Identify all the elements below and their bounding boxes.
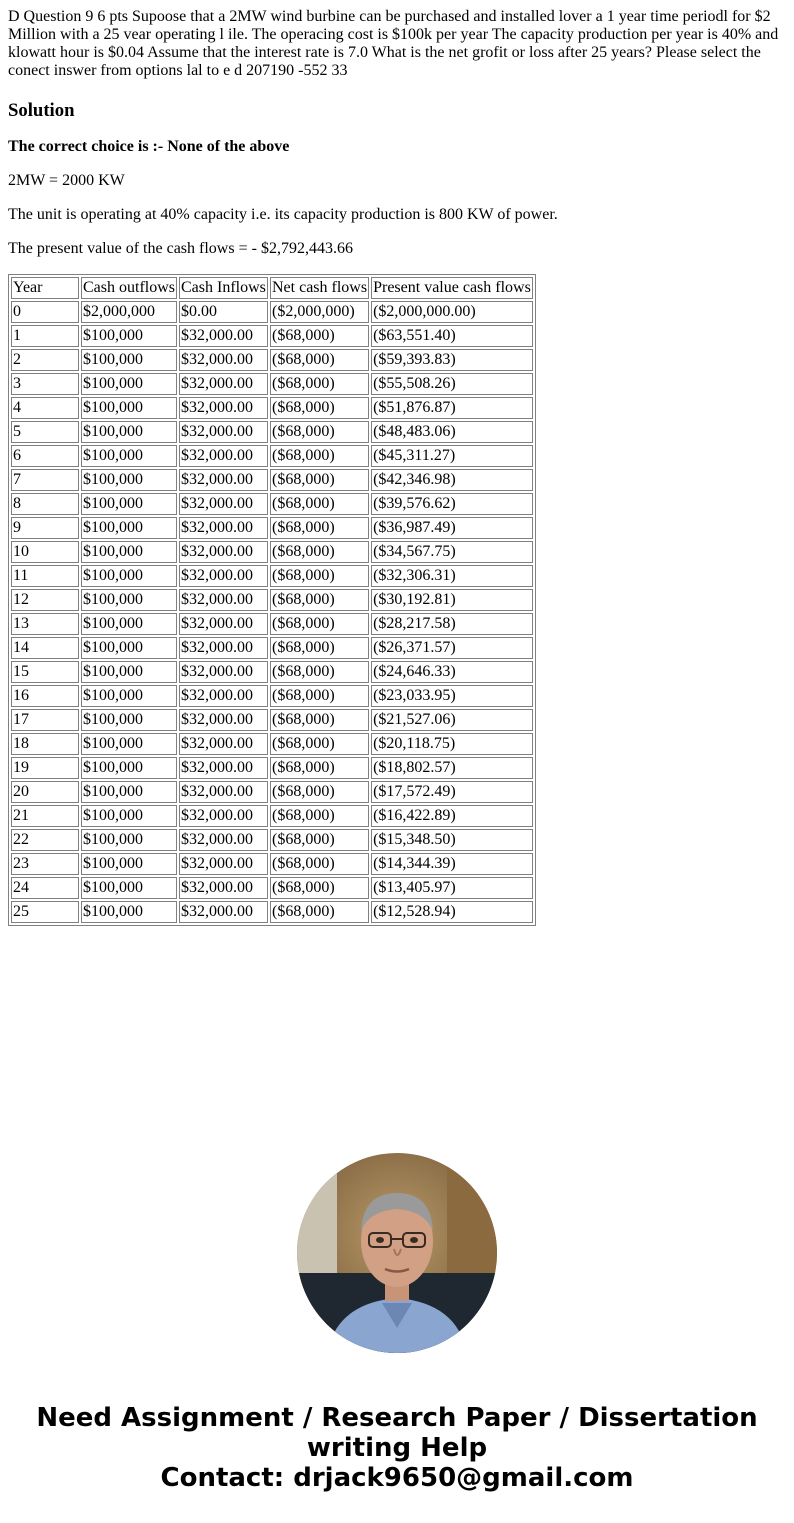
table-row: [11, 469, 533, 491]
cell-cash-outflow: $100,000: [81, 565, 177, 587]
paragraph-present-value: The present value of the cash flows = - $2,792,443.66: [8, 240, 353, 257]
cell-cash-inflow: $32,000.00: [179, 781, 268, 803]
cell-year: 0: [11, 301, 79, 323]
cell-cash-outflow: $100,000: [81, 781, 177, 803]
cell-year: 8: [11, 493, 79, 515]
cell-year: 11: [11, 565, 79, 587]
cell-year: 19: [11, 757, 79, 779]
header-present-value: Present value cash flows: [371, 277, 533, 299]
table-row: [11, 757, 533, 779]
table-row: [11, 901, 533, 923]
cell-present-value: ($28,217.58): [371, 613, 533, 635]
cell-cash-inflow: $32,000.00: [179, 325, 268, 347]
table-row: [11, 301, 533, 323]
cell-present-value: ($24,646.33): [371, 661, 533, 683]
cell-year: 20: [11, 781, 79, 803]
promo-contact: Contact: drjack9650@gmail.com: [160, 1463, 634, 1493]
cell-net-cash-flow: ($68,000): [270, 493, 369, 515]
cell-cash-inflow: $0.00: [179, 301, 268, 323]
cell-cash-outflow: $100,000: [81, 517, 177, 539]
cell-year: 6: [11, 445, 79, 467]
cell-net-cash-flow: ($68,000): [270, 877, 369, 899]
cell-present-value: ($63,551.40): [371, 325, 533, 347]
cell-cash-outflow: $100,000: [81, 421, 177, 443]
cell-net-cash-flow: ($68,000): [270, 805, 369, 827]
cell-cash-inflow: $32,000.00: [179, 493, 268, 515]
cell-cash-outflow: $100,000: [81, 685, 177, 707]
cell-cash-inflow: $32,000.00: [179, 685, 268, 707]
question-text: D Question 9 6 pts Supoose that a 2MW wind burbine can be purchased and installed lover a 1 year time periodl for $2 Million with a 25 vear operating l ile. The operacing cost is $100k per year The capacity production per year is 40% and klowatt hour is $0.04 Assume that the interest rate is 7.0 What is the net grofit or loss after 25 years? Please select the conect inswer from options lal to e d 207190 -552 33: [8, 8, 779, 79]
cell-year: 14: [11, 637, 79, 659]
table-row: [11, 493, 533, 515]
author-avatar: [297, 1153, 497, 1353]
table-body: [11, 301, 533, 923]
cell-net-cash-flow: ($2,000,000): [270, 301, 369, 323]
cell-present-value: ($18,802.57): [371, 757, 533, 779]
promo-line-2: writing Help: [306, 1433, 488, 1463]
cell-cash-outflow: $2,000,000: [81, 301, 177, 323]
cell-year: 18: [11, 733, 79, 755]
solution-heading: Solution: [8, 100, 75, 121]
cell-net-cash-flow: ($68,000): [270, 709, 369, 731]
table-row: [11, 709, 533, 731]
cell-cash-outflow: $100,000: [81, 373, 177, 395]
cell-net-cash-flow: ($68,000): [270, 829, 369, 851]
cell-cash-inflow: $32,000.00: [179, 565, 268, 587]
cell-cash-inflow: $32,000.00: [179, 349, 268, 371]
cell-cash-outflow: $100,000: [81, 541, 177, 563]
table-row: [11, 733, 533, 755]
cash-flow-table: [8, 274, 536, 926]
cell-year: 15: [11, 661, 79, 683]
cell-year: 3: [11, 373, 79, 395]
cell-net-cash-flow: ($68,000): [270, 517, 369, 539]
cell-year: 2: [11, 349, 79, 371]
cell-present-value: ($17,572.49): [371, 781, 533, 803]
cell-cash-outflow: $100,000: [81, 589, 177, 611]
header-year: Year: [11, 277, 79, 299]
cell-cash-outflow: $100,000: [81, 637, 177, 659]
cell-net-cash-flow: ($68,000): [270, 781, 369, 803]
cell-year: 4: [11, 397, 79, 419]
cell-present-value: ($42,346.98): [371, 469, 533, 491]
cell-cash-outflow: $100,000: [81, 469, 177, 491]
cell-net-cash-flow: ($68,000): [270, 541, 369, 563]
cell-year: 10: [11, 541, 79, 563]
cell-cash-inflow: $32,000.00: [179, 589, 268, 611]
cell-net-cash-flow: ($68,000): [270, 637, 369, 659]
cell-cash-inflow: $32,000.00: [179, 445, 268, 467]
table-row: [11, 565, 533, 587]
cell-cash-inflow: $32,000.00: [179, 829, 268, 851]
cell-present-value: ($16,422.89): [371, 805, 533, 827]
cell-cash-outflow: $100,000: [81, 805, 177, 827]
cell-cash-inflow: $32,000.00: [179, 517, 268, 539]
table-row: [11, 685, 533, 707]
cell-net-cash-flow: ($68,000): [270, 445, 369, 467]
cell-cash-inflow: $32,000.00: [179, 397, 268, 419]
answer-text: The correct choice is :- None of the above: [8, 138, 290, 155]
table-row: [11, 877, 533, 899]
cell-year: 25: [11, 901, 79, 923]
table-row: [11, 421, 533, 443]
cell-net-cash-flow: ($68,000): [270, 613, 369, 635]
table-row: [11, 805, 533, 827]
cell-cash-outflow: $100,000: [81, 901, 177, 923]
cell-present-value: ($14,344.39): [371, 853, 533, 875]
table-row: [11, 325, 533, 347]
cell-net-cash-flow: ($68,000): [270, 733, 369, 755]
cell-cash-outflow: $100,000: [81, 397, 177, 419]
cell-year: 24: [11, 877, 79, 899]
header-cash-inflows: Cash Inflows: [179, 277, 268, 299]
cell-present-value: ($51,876.87): [371, 397, 533, 419]
table-row: [11, 349, 533, 371]
paragraph-capacity: 2MW = 2000 KW: [8, 172, 125, 189]
cell-year: 23: [11, 853, 79, 875]
cell-net-cash-flow: ($68,000): [270, 349, 369, 371]
cell-present-value: ($2,000,000.00): [371, 301, 533, 323]
cell-net-cash-flow: ($68,000): [270, 661, 369, 683]
cell-net-cash-flow: ($68,000): [270, 469, 369, 491]
header-cash-outflows: Cash outflows: [81, 277, 177, 299]
cell-present-value: ($23,033.95): [371, 685, 533, 707]
cell-cash-outflow: $100,000: [81, 877, 177, 899]
table-row: [11, 661, 533, 683]
cell-present-value: ($26,371.57): [371, 637, 533, 659]
cell-year: 1: [11, 325, 79, 347]
cell-net-cash-flow: ($68,000): [270, 421, 369, 443]
cell-net-cash-flow: ($68,000): [270, 397, 369, 419]
table-row: [11, 853, 533, 875]
promo-banner: [0, 1403, 794, 1493]
cell-net-cash-flow: ($68,000): [270, 325, 369, 347]
cell-cash-outflow: $100,000: [81, 733, 177, 755]
table-row: [11, 829, 533, 851]
author-photo-icon: [297, 1153, 497, 1353]
cell-year: 16: [11, 685, 79, 707]
table-row: [11, 541, 533, 563]
document-body: [8, 8, 786, 926]
cell-cash-inflow: $32,000.00: [179, 805, 268, 827]
cell-present-value: ($12,528.94): [371, 901, 533, 923]
cell-cash-outflow: $100,000: [81, 757, 177, 779]
table-row: [11, 613, 533, 635]
cell-cash-inflow: $32,000.00: [179, 877, 268, 899]
table-row: [11, 517, 533, 539]
cell-cash-inflow: $32,000.00: [179, 733, 268, 755]
cell-cash-inflow: $32,000.00: [179, 541, 268, 563]
cell-year: 21: [11, 805, 79, 827]
cell-present-value: ($20,118.75): [371, 733, 533, 755]
cell-cash-outflow: $100,000: [81, 493, 177, 515]
cell-cash-outflow: $100,000: [81, 661, 177, 683]
cell-net-cash-flow: ($68,000): [270, 853, 369, 875]
cell-present-value: ($59,393.83): [371, 349, 533, 371]
cell-cash-outflow: $100,000: [81, 709, 177, 731]
table-row: [11, 589, 533, 611]
cell-cash-inflow: $32,000.00: [179, 373, 268, 395]
table-row: [11, 445, 533, 467]
cell-present-value: ($34,567.75): [371, 541, 533, 563]
paragraph-operating: The unit is operating at 40% capacity i.e. its capacity production is 800 KW of power.: [8, 206, 558, 223]
cell-cash-inflow: $32,000.00: [179, 637, 268, 659]
table-header-row: [11, 277, 533, 299]
cell-cash-outflow: $100,000: [81, 349, 177, 371]
cell-cash-inflow: $32,000.00: [179, 757, 268, 779]
cell-cash-inflow: $32,000.00: [179, 901, 268, 923]
cell-present-value: ($36,987.49): [371, 517, 533, 539]
cell-present-value: ($21,527.06): [371, 709, 533, 731]
cell-year: 13: [11, 613, 79, 635]
cell-year: 22: [11, 829, 79, 851]
cell-cash-inflow: $32,000.00: [179, 613, 268, 635]
cell-present-value: ($48,483.06): [371, 421, 533, 443]
cell-present-value: ($13,405.97): [371, 877, 533, 899]
table-row: [11, 781, 533, 803]
cell-cash-inflow: $32,000.00: [179, 421, 268, 443]
cell-net-cash-flow: ($68,000): [270, 565, 369, 587]
cell-cash-inflow: $32,000.00: [179, 853, 268, 875]
promo-line-1: Need Assignment / Research Paper / Dissertation: [36, 1403, 758, 1433]
table-row: [11, 637, 533, 659]
cell-cash-inflow: $32,000.00: [179, 709, 268, 731]
cell-net-cash-flow: ($68,000): [270, 589, 369, 611]
cell-cash-outflow: $100,000: [81, 445, 177, 467]
cell-present-value: ($32,306.31): [371, 565, 533, 587]
header-net-cash-flows: Net cash flows: [270, 277, 369, 299]
cell-net-cash-flow: ($68,000): [270, 757, 369, 779]
cell-year: 17: [11, 709, 79, 731]
cell-present-value: ($30,192.81): [371, 589, 533, 611]
cell-year: 12: [11, 589, 79, 611]
cell-cash-outflow: $100,000: [81, 829, 177, 851]
cell-cash-inflow: $32,000.00: [179, 661, 268, 683]
cell-cash-inflow: $32,000.00: [179, 469, 268, 491]
table-row: [11, 397, 533, 419]
cell-net-cash-flow: ($68,000): [270, 901, 369, 923]
cell-present-value: ($45,311.27): [371, 445, 533, 467]
cell-cash-outflow: $100,000: [81, 325, 177, 347]
cell-cash-outflow: $100,000: [81, 613, 177, 635]
table-row: [11, 373, 533, 395]
cell-present-value: ($55,508.26): [371, 373, 533, 395]
cell-cash-outflow: $100,000: [81, 853, 177, 875]
cell-year: 9: [11, 517, 79, 539]
cell-present-value: ($15,348.50): [371, 829, 533, 851]
cell-net-cash-flow: ($68,000): [270, 373, 369, 395]
cell-year: 5: [11, 421, 79, 443]
cell-present-value: ($39,576.62): [371, 493, 533, 515]
cell-net-cash-flow: ($68,000): [270, 685, 369, 707]
cell-year: 7: [11, 469, 79, 491]
